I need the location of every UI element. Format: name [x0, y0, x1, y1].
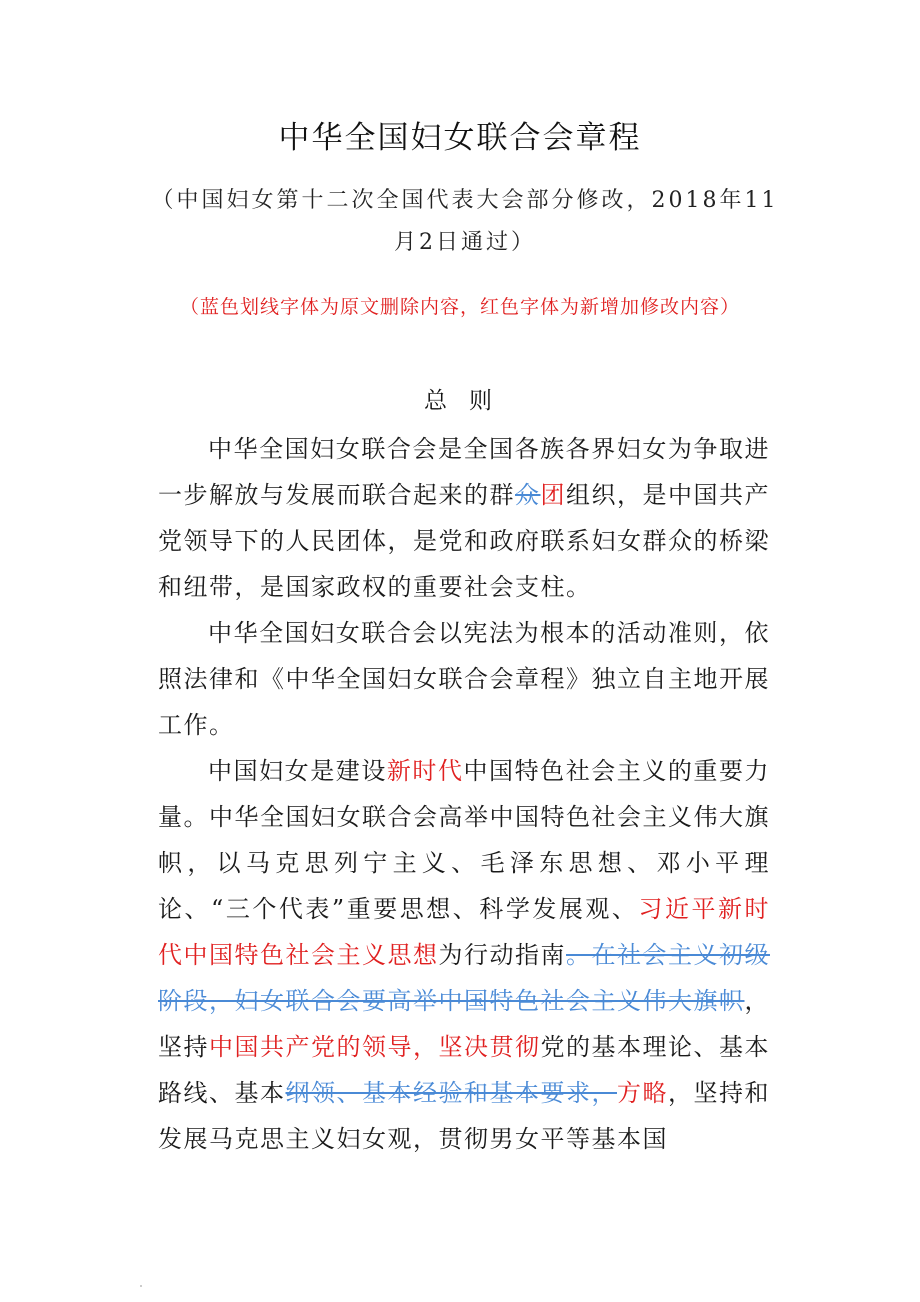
- paragraph-3-text-d: ，坚持: [158, 987, 770, 1061]
- document-title: 中华全国妇女联合会章程: [278, 120, 642, 156]
- page-footer-mark: [140, 1285, 142, 1287]
- added-text: 中国共产党的领导，坚决贯彻: [209, 1033, 541, 1061]
- added-text: 习近平新时代中国特色社会主义思想: [158, 895, 771, 969]
- deleted-text: 纲领、基本经验和基本要求，: [285, 1079, 617, 1107]
- paragraph-1-text-a: 中华全国妇女联合会是全国各族各界妇女为争取进一步解放与发展而联合起来的群: [158, 435, 770, 509]
- added-text: 新时代: [386, 757, 464, 785]
- deleted-text: 众: [515, 481, 541, 509]
- paragraph-2: [158, 610, 770, 748]
- added-text: 团: [540, 481, 566, 509]
- document-subtitle: （中国妇女第十二次全国代表大会部分修改，2018年11月2日通过）: [151, 188, 779, 255]
- added-text: 方略: [617, 1079, 668, 1107]
- paragraph-3-text-e: 党的基本理论、基本路线、基本: [158, 1033, 770, 1107]
- paragraph-3-text-f: ，坚持和发展马克思主义妇女观，贯彻男女平等基本国: [158, 1079, 770, 1153]
- paragraph-2-text: 中华全国妇女联合会以宪法为根本的活动准则，依照法律和《中华全国妇女联合会章程》独立自主地开展工作。: [158, 619, 770, 739]
- paragraph-3-text-a: 中国妇女是建设: [208, 757, 387, 785]
- paragraph-3-text-c: 为行动指南: [438, 941, 566, 969]
- deleted-text: 。在社会主义初级阶段，妇女联合会要高举中国特色社会主义伟大旗帜: [158, 941, 770, 1015]
- edit-legend-note: （蓝色划线字体为原文删除内容，红色字体为新增加修改内容）: [179, 296, 740, 318]
- paragraph-3-text-b: 中国特色社会主义的重要力量。中华全国妇女联合会高举中国特色社会主义伟大旗帜，以马克思列宁主义、毛泽东思想、邓小平理论、“三个代表”重要思想、科学发展观、: [158, 757, 771, 923]
- paragraph-1-text-b: 组织，是中国共产党领导下的人民团体，是党和政府联系妇女群众的桥梁和纽带，是国家政权的重要社会支柱。: [158, 481, 770, 601]
- paragraph-1: [158, 426, 770, 610]
- paragraph-3: [158, 748, 770, 1162]
- section-heading: 总则: [424, 388, 514, 414]
